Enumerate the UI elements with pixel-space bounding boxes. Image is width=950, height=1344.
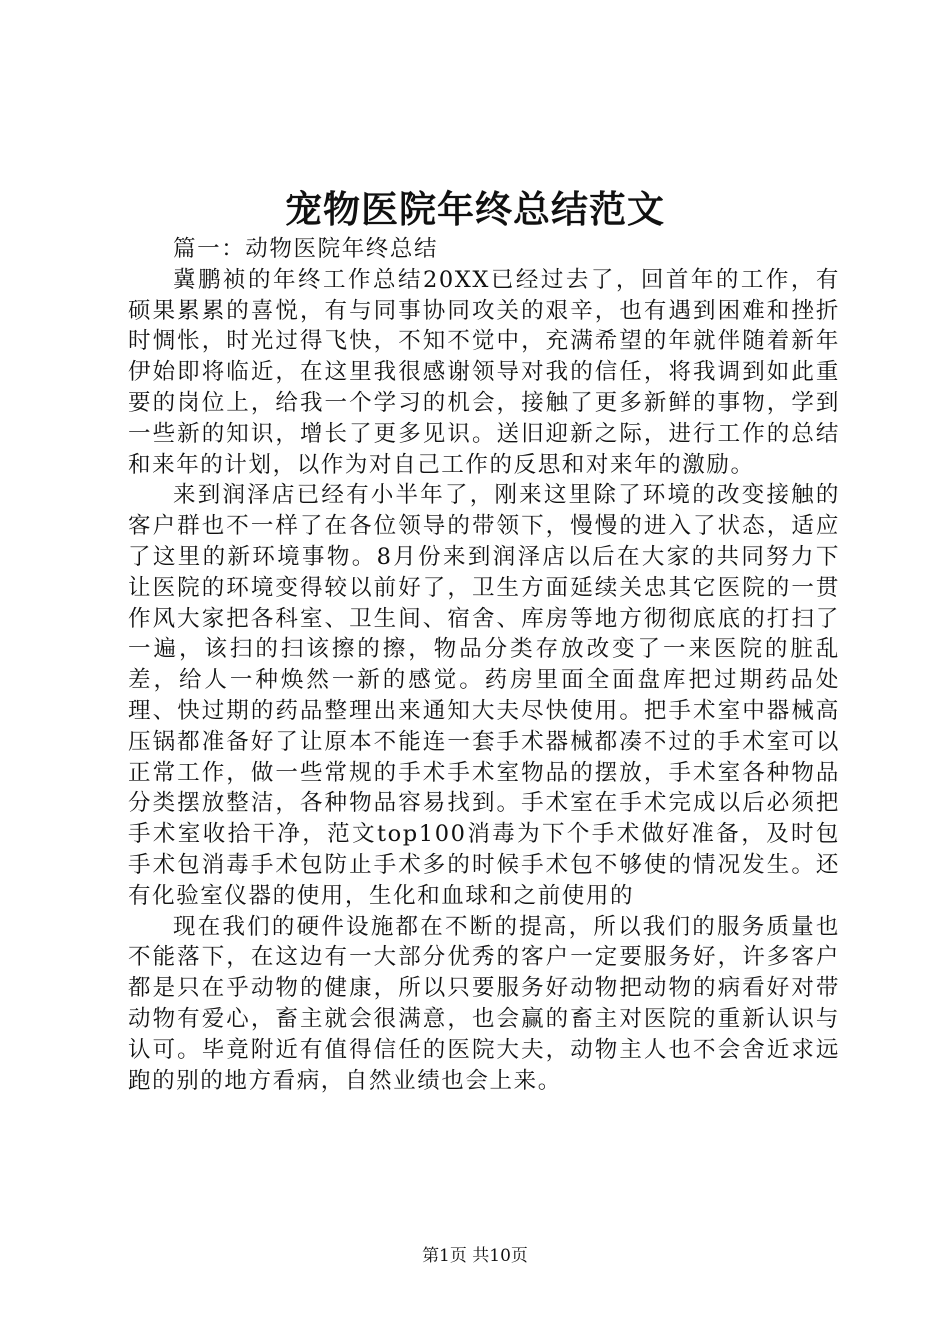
page-number-indicator: 第1页 共10页	[422, 1246, 528, 1266]
section-heading: 篇一：动物医院年终总结	[173, 236, 439, 262]
document-body	[128, 234, 840, 1096]
body-paragraph: 现在我们的硬件设施都在不断的提高，所以我们的服务质量也不能落下，在这边有一大部分优秀的客户一定要服务好，许多客户都是只在乎动物的健康，所以只要服务好动物把动物的病看好对带动物有爱心，畜主就会很满意，也会赢的畜主对医院的重新认识与认可。毕竟附近有值得信任的医院大夫，动物主人也不会舍近求远跑的别的地方看病，自然业绩也会上来。	[128, 913, 840, 1094]
document-title: 宠物医院年终总结范文	[285, 187, 665, 231]
body-paragraph: 来到润泽店已经有小半年了，刚来这里除了环境的改变接触的客户群也不一样了在各位领导的带领下，慢慢的进入了状态，适应了这里的新环境事物。8月份来到润泽店以后在大家的共同努力下让医院的环境变得较以前好了，卫生方面延续关忠其它医院的一贯作风大家把各科室、卫生间、宿舍、库房等地方彻彻底底的打扫了一遍，该扫的扫该擦的擦，物品分类存放改变了一来医院的脏乱差，给人一种焕然一新的感觉。药房里面全面盘库把过期药品处理、快过期的药品整理出来通知大夫尽快使用。把手术室中器械高压锅都准备好了让原本不能连一套手术器械都凑不过的手术室可以正常工作，做一些常规的手术手术室物品的摆放，手术室各种物品分类摆放整洁，各种物品容易找到。手术室在手术完成以后必须把手术室收拾干净，范文top100消毒为下个手术做好准备，及时包手术包消毒手术包防止手术多的时候手术包不够使的情况发生。还有化验室仪器的使用，生化和血球和之前使用的	[128, 482, 840, 909]
body-paragraph: 冀鹏祯的年终工作总结20XX已经过去了，回首年的工作，有硕果累累的喜悦，有与同事协同攻关的艰辛，也有遇到困难和挫折时惆怅，时光过得飞快，不知不觉中，充满希望的年就伴随着新年伊始即将临近，在这里我很感谢领导对我的信任，将我调到如此重要的岗位上，给我一个学习的机会，接触了更多新鲜的事物，学到一些新的知识，增长了更多见识。送旧迎新之际，进行工作的总结和来年的计划，以作为对自己工作的反思和对来年的激励。	[128, 266, 840, 478]
page-footer	[0, 1244, 950, 1268]
